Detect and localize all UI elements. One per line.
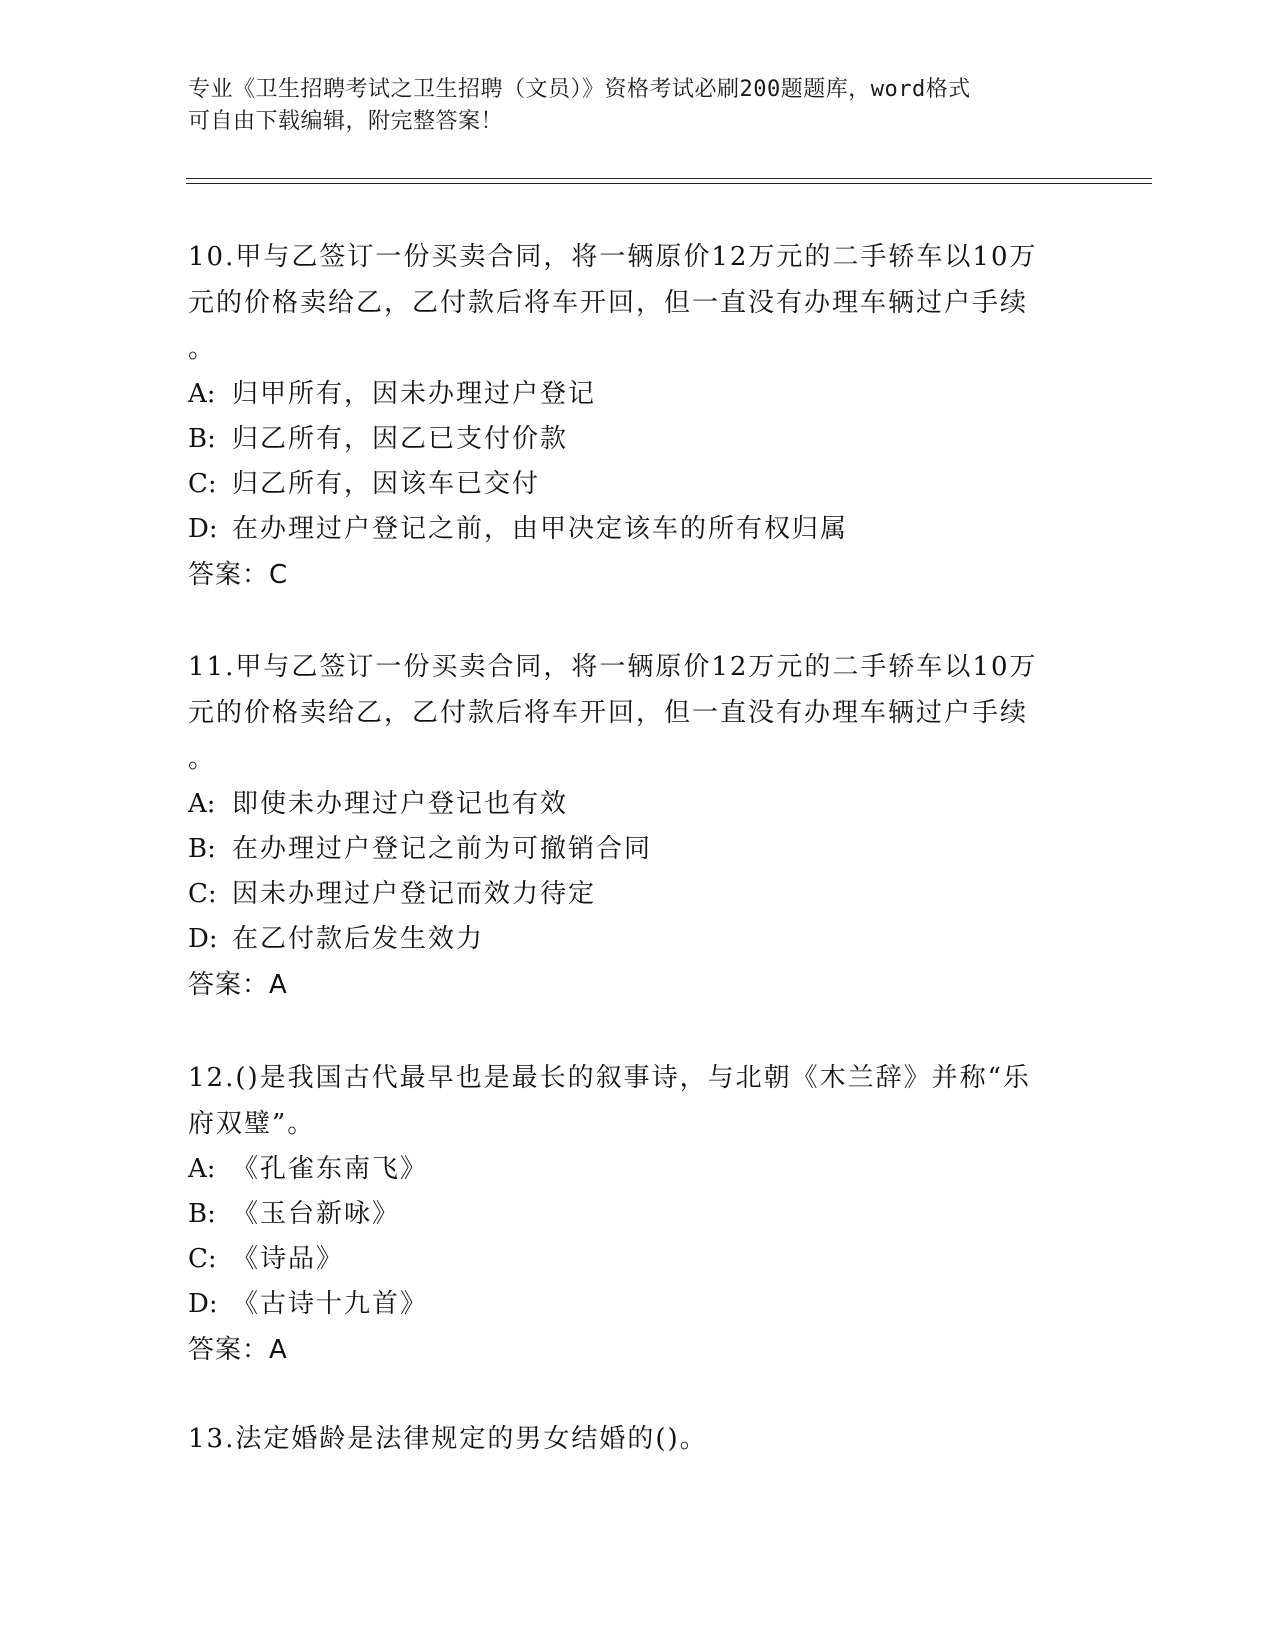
- option-b: [188, 1192, 1068, 1237]
- option-text: 即使未办理过户登记也有效: [232, 789, 569, 819]
- question-11: [188, 644, 1068, 1008]
- option-d: [188, 1282, 1068, 1327]
- option-letter: B:: [188, 424, 216, 454]
- answer-line: 答案：A: [188, 970, 288, 1000]
- stem-line: 府双璧”。: [188, 1109, 316, 1139]
- answer-line: 答案：C: [188, 560, 289, 590]
- option-c: [188, 1237, 1068, 1282]
- option-text: 在办理过户登记之前，由甲决定该车的所有权归属: [232, 514, 849, 544]
- option-b: [188, 417, 1068, 462]
- option-b: [188, 827, 1068, 872]
- header-divider-top: [186, 178, 1152, 179]
- question-stem: [188, 644, 1068, 782]
- document-header: [188, 74, 1068, 138]
- option-d: [188, 917, 1068, 962]
- stem-line: 10.甲与乙签订一份买卖合同，将一辆原价12万元的二手轿车以10万: [188, 242, 1038, 272]
- option-letter: B:: [188, 834, 216, 864]
- option-letter: B:: [188, 1199, 216, 1229]
- option-letter: D:: [188, 514, 218, 544]
- option-letter: D:: [188, 924, 218, 954]
- question-stem: [188, 1055, 1068, 1147]
- option-text: 在办理过户登记之前为可撤销合同: [232, 834, 653, 864]
- header-divider-bottom: [186, 183, 1152, 184]
- option-text: 在乙付款后发生效力: [232, 924, 485, 954]
- option-d: [188, 507, 1068, 552]
- question-12: [188, 1055, 1068, 1373]
- option-c: [188, 462, 1068, 507]
- option-a: [188, 782, 1068, 827]
- option-letter: C:: [188, 879, 217, 909]
- option-text: 因未办理过户登记而效力待定: [232, 879, 597, 909]
- stem-line: 元的价格卖给乙，乙付款后将车开回，但一直没有办理车辆过户手续: [188, 288, 1029, 318]
- option-letter: C:: [188, 1244, 217, 1274]
- option-text: 《玉台新咏》: [232, 1199, 401, 1229]
- question-stem: [188, 1416, 1068, 1462]
- header-line-2: 可自由下载编辑，附完整答案！: [188, 109, 504, 134]
- option-c: [188, 872, 1068, 917]
- option-text: 《孔雀东南飞》: [232, 1154, 429, 1184]
- question-10: [188, 234, 1068, 598]
- stem-line: 11.甲与乙签订一份买卖合同，将一辆原价12万元的二手轿车以10万: [188, 652, 1038, 682]
- option-letter: A:: [188, 1154, 216, 1184]
- option-a: [188, 372, 1068, 417]
- stem-line: 。: [188, 334, 217, 364]
- option-text: 归甲所有，因未办理过户登记: [232, 379, 597, 409]
- option-letter: C:: [188, 469, 217, 499]
- option-text: 《诗品》: [232, 1244, 345, 1274]
- question-stem: [188, 234, 1068, 372]
- option-text: 归乙所有，因乙已支付价款: [232, 424, 569, 454]
- option-letter: A:: [188, 379, 216, 409]
- option-text: 《古诗十九首》: [232, 1289, 429, 1319]
- stem-line: 。: [188, 744, 217, 774]
- stem-line: 13.法定婚龄是法律规定的男女结婚的()。: [188, 1424, 708, 1454]
- header-line-1: 专业《卫生招聘考试之卫生招聘（文员）》资格考试必刷200题题库，word格式: [188, 77, 971, 102]
- option-text: 归乙所有，因该车已交付: [232, 469, 541, 499]
- option-letter: D:: [188, 1289, 218, 1319]
- answer-line: 答案：A: [188, 1335, 288, 1365]
- stem-line: 12.()是我国古代最早也是最长的叙事诗，与北朝《木兰辞》并称“乐: [188, 1063, 1031, 1093]
- option-letter: A:: [188, 789, 216, 819]
- stem-line: 元的价格卖给乙，乙付款后将车开回，但一直没有办理车辆过户手续: [188, 698, 1029, 728]
- question-13: [188, 1416, 1068, 1462]
- option-a: [188, 1147, 1068, 1192]
